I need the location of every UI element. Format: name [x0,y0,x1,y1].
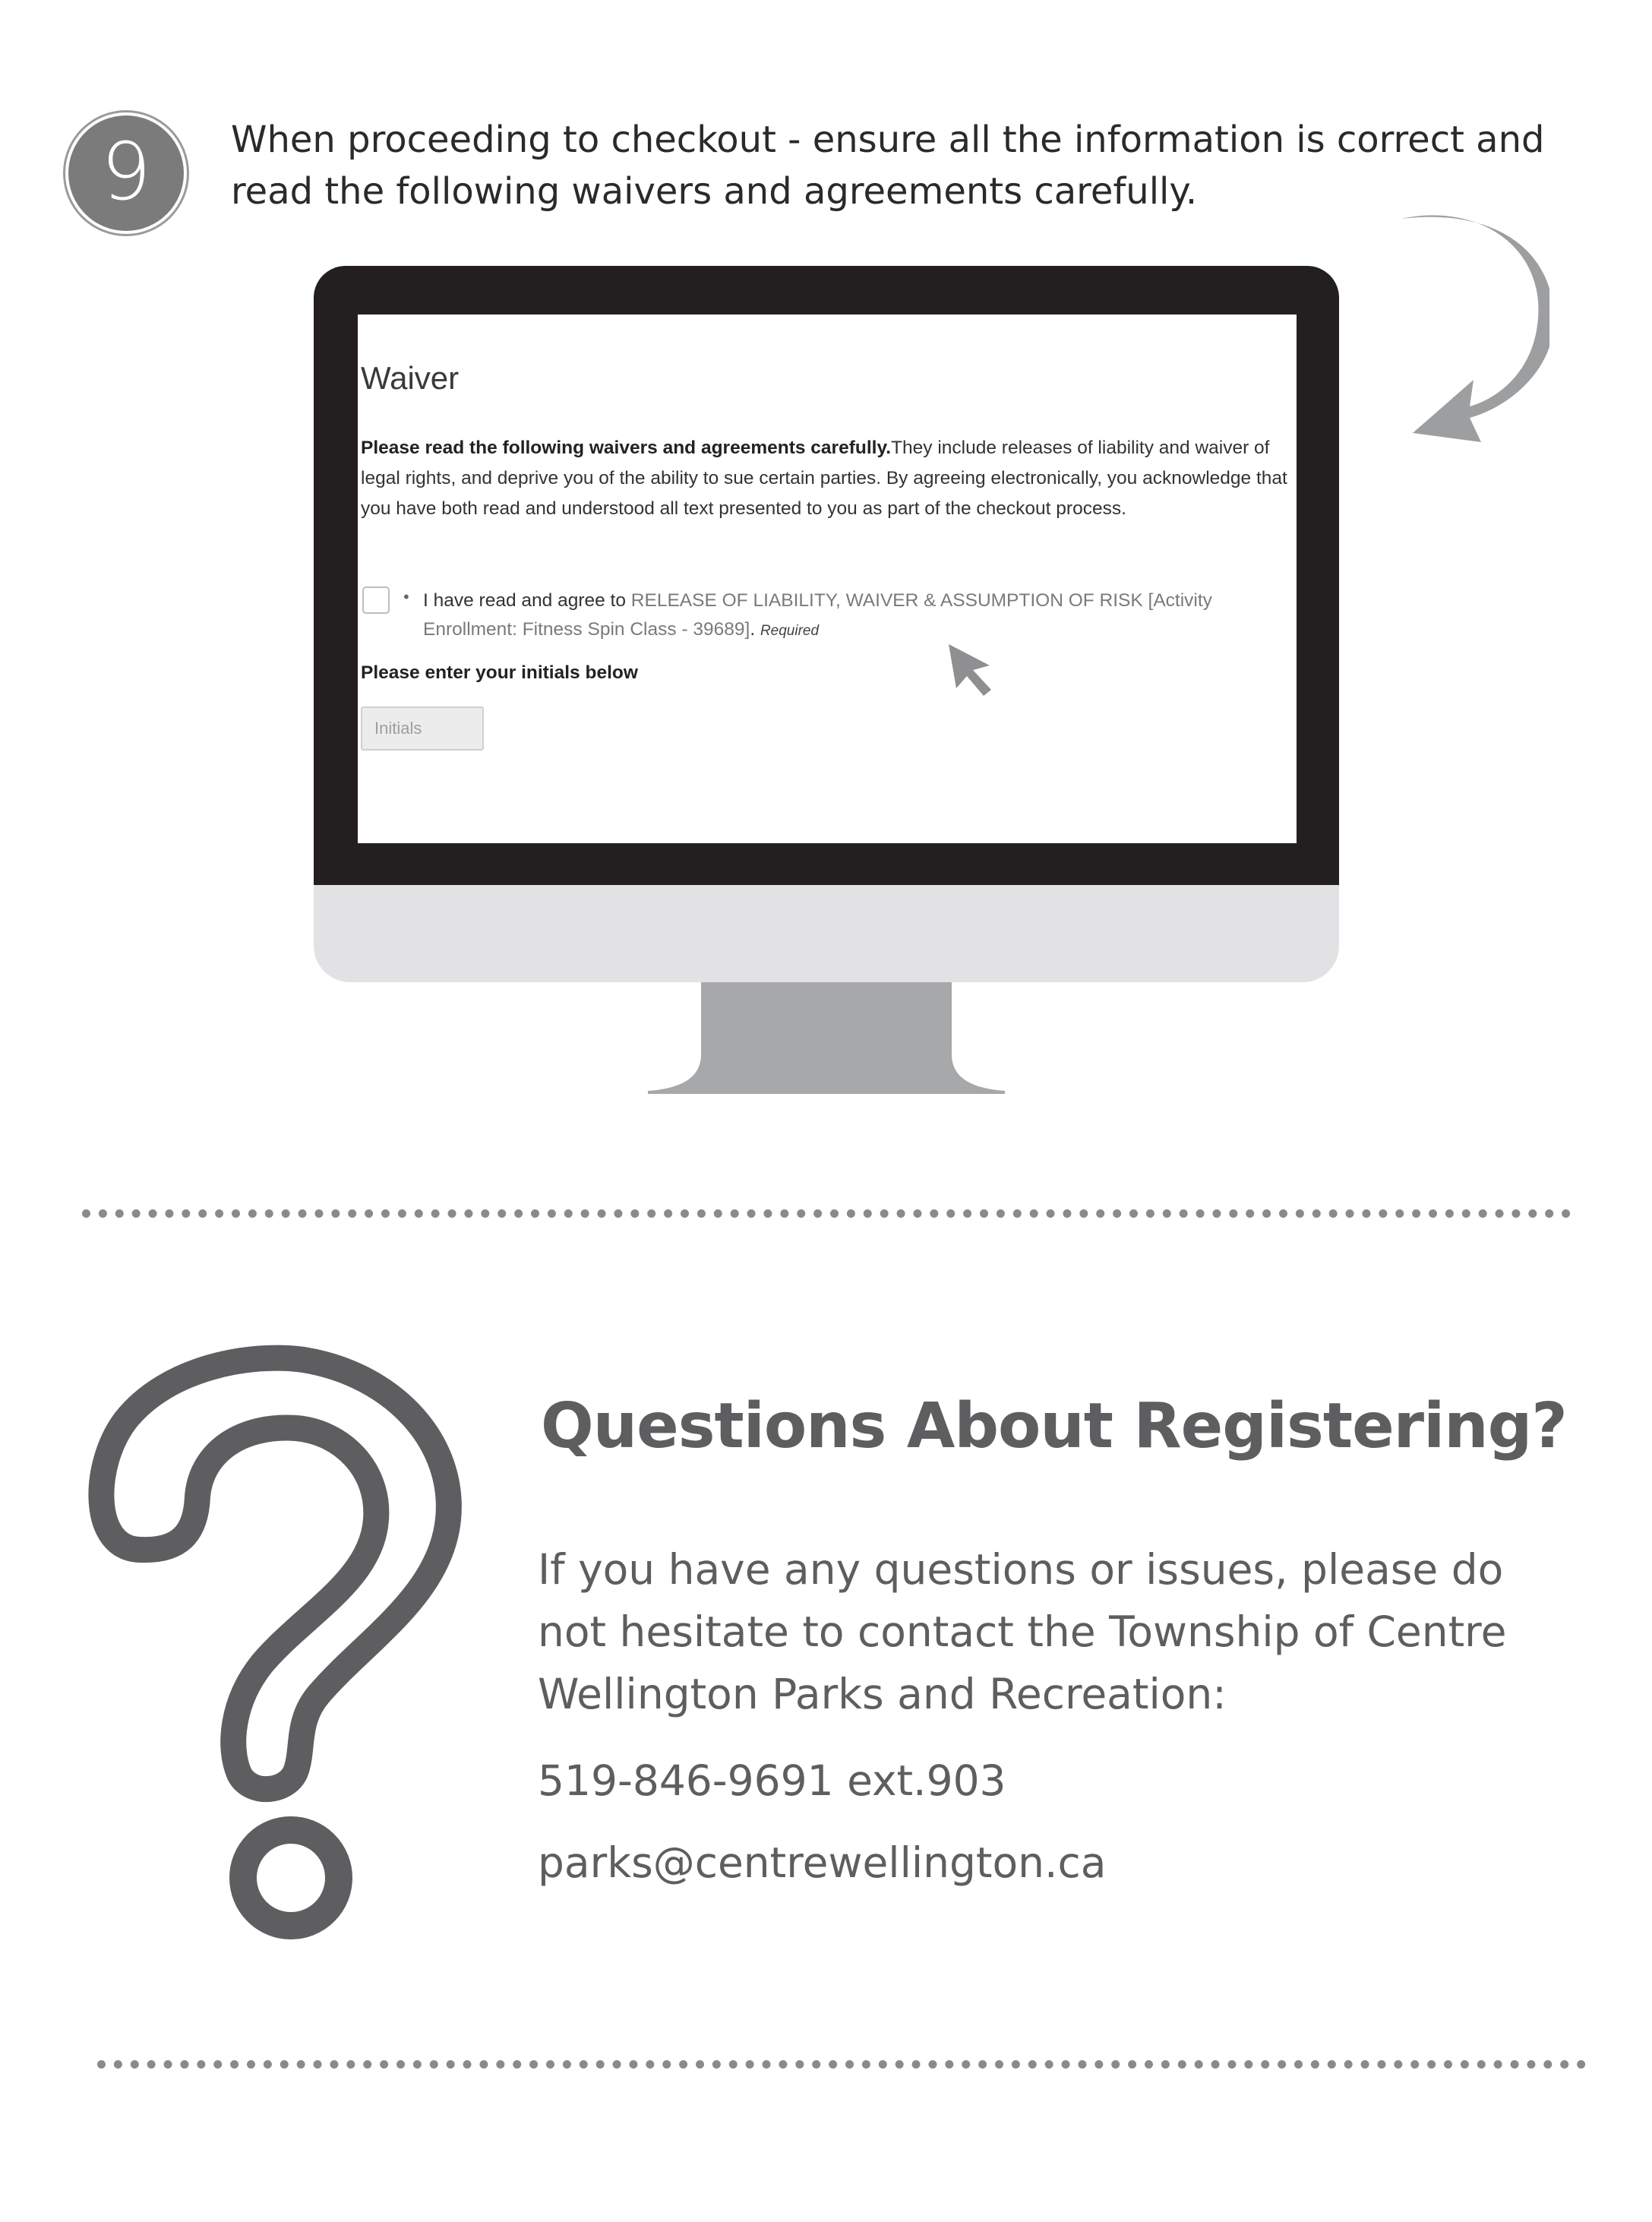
monitor-chin [314,885,1339,982]
agree-statement [423,586,1274,646]
curved-arrow-icon [1398,205,1549,448]
contact-phone[interactable]: 519-846-9691 ext.903 [538,1756,1006,1805]
required-label: Required [760,623,820,639]
waiver-intro [361,433,1289,524]
step-number: 9 [100,125,152,218]
step-number-badge [68,115,184,231]
monitor-illustration [314,266,1339,1094]
dotted-divider-top [82,1209,1571,1218]
mouse-pointer-icon [947,643,997,697]
waiver-intro-bold: Please read the following waivers and agreements carefully. [361,438,892,458]
agree-suffix: . [750,619,756,640]
initials-input[interactable] [361,706,484,751]
contact-heading: Questions About Registering? [541,1390,1567,1462]
agree-prefix: I have read and agree to [423,590,631,611]
initials-label: Please enter your initials below [361,662,638,683]
waiver-intro-rest: They include releases of liability and waiver of legal rights, and deprive you of the ability to sue certain parties. By agreeing electronically, you acknowledge that you have both read and understood all text presented to you as part of the checkout process. [361,438,1287,519]
waiver-document-link[interactable]: RELEASE OF LIABILITY, WAIVER & ASSUMPTION OF RISK [Activity Enrollment: Fitness Spin Class - 39689] [423,590,1212,640]
monitor-screen [358,314,1297,843]
bullet-icon: • [402,588,411,606]
contact-email[interactable]: parks@centrewellington.ca [538,1838,1107,1887]
monitor-stand [648,982,1005,1094]
question-mark-icon [76,1337,501,1945]
agree-checkbox[interactable] [362,586,390,614]
waiver-title: Waiver [361,360,460,396]
dotted-divider-bottom [97,2060,1586,2069]
contact-body: If you have any questions or issues, please do not hesitate to contact the Township of Centre Wellington Parks and Recreation: [538,1545,1507,1718]
step-instruction: When proceeding to checkout - ensure all the information is correct and read the following waivers and agreements carefully. [231,119,1545,213]
